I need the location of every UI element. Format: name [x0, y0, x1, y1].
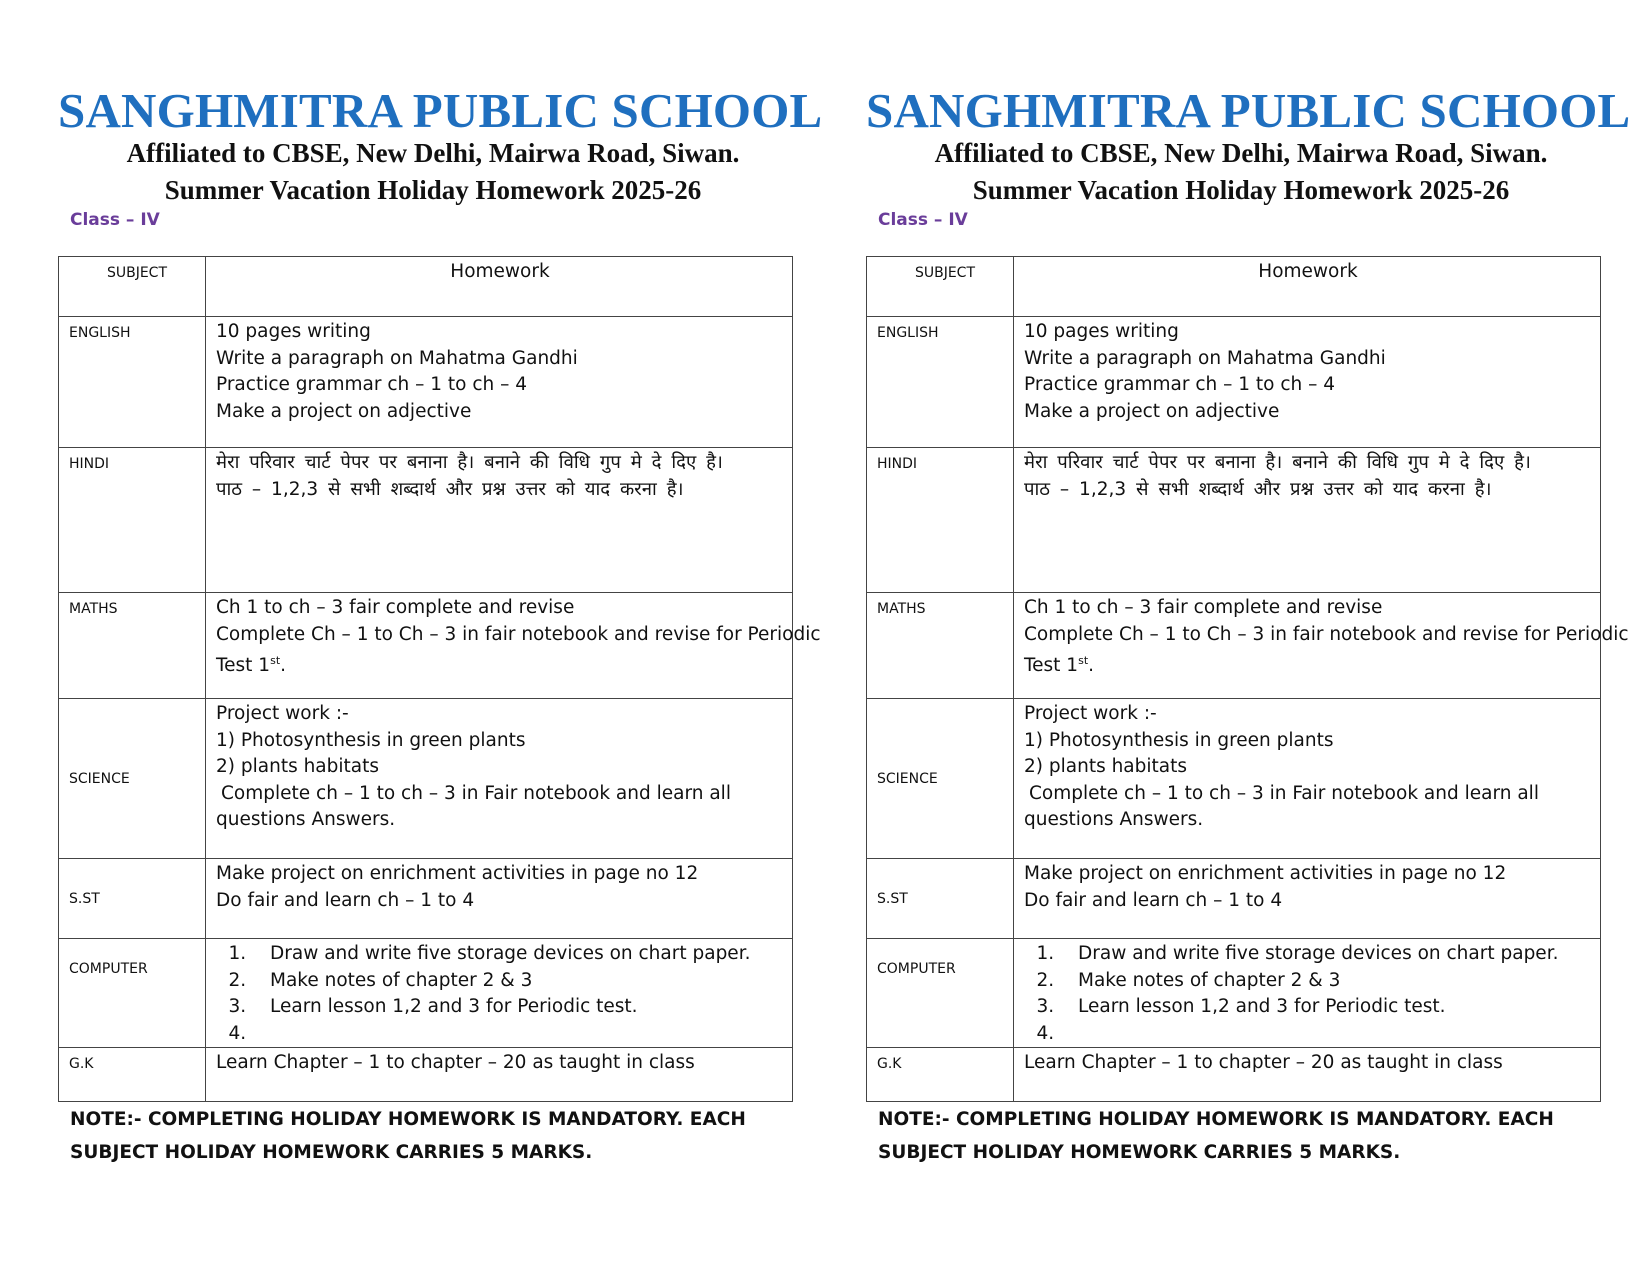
table-row: [867, 317, 1601, 448]
homework-table: [866, 256, 1629, 1102]
subject-cell: ENGLISH: [867, 317, 1014, 448]
class-label: Class – IV: [70, 210, 160, 230]
table-header-row: [59, 257, 793, 317]
homework-cell: [1014, 1048, 1601, 1102]
homework-cell: [1014, 593, 1629, 699]
homework-line: Complete Ch – 1 to Ch – 3 in fair notebook and revise for Periodic: [216, 623, 821, 645]
table-row: [867, 448, 1601, 593]
subject-cell: HINDI: [59, 448, 206, 593]
homework-cell: [1014, 317, 1601, 448]
subject-cell: G.K: [867, 1048, 1014, 1102]
subject-cell: ENGLISH: [59, 317, 206, 448]
homework-line: Complete ch – 1 to ch – 3 in Fair notebook and learn all: [221, 782, 731, 804]
homework-line: 10 pages writing: [216, 321, 371, 342]
list-item: 1. Draw and write five storage devices on chart paper.: [1060, 941, 1592, 968]
table-row: [59, 448, 793, 593]
homework-cell: [206, 939, 793, 1048]
subject-cell: S.ST: [867, 859, 1014, 939]
mandatory-note: [70, 1103, 800, 1169]
homework-line: Make a project on adjective: [216, 400, 472, 422]
school-name: SANGHMITRA PUBLIC SCHOOL: [58, 83, 823, 138]
homework-line: Project work :-: [1024, 703, 1157, 724]
homework-line: 1) Photosynthesis in green plants: [216, 729, 526, 751]
computer-task-list: [1024, 941, 1592, 1047]
homework-line: Project work :-: [216, 703, 349, 724]
list-item: 3. Learn lesson 1,2 and 3 for Periodic test.: [1060, 994, 1592, 1021]
note-line: SUBJECT HOLIDAY HOMEWORK CARRIES 5 MARKS.: [878, 1142, 1401, 1163]
subject-cell: HINDI: [867, 448, 1014, 593]
homework-line: Make project on enrichment activities in page no 12: [1024, 863, 1507, 884]
affiliation-line: Affiliated to CBSE, New Delhi, Mairwa Road, Siwan.: [934, 138, 1548, 168]
table-row: [867, 1048, 1601, 1102]
table-row: [867, 859, 1601, 939]
note-line: NOTE:- COMPLETING HOLIDAY HOMEWORK IS MANDATORY. EACH: [878, 1109, 1554, 1130]
subject-cell: G.K: [59, 1048, 206, 1102]
homework-line: 1) Photosynthesis in green plants: [1024, 729, 1334, 751]
mandatory-note: [878, 1103, 1608, 1169]
subject-cell: MATHS: [59, 593, 206, 699]
subject-cell: MATHS: [867, 593, 1014, 699]
school-name: SANGHMITRA PUBLIC SCHOOL: [866, 83, 1631, 138]
subject-column-header: SUBJECT: [867, 257, 1014, 317]
homework-line: Do fair and learn ch – 1 to 4: [216, 889, 475, 911]
homework-line: Make a project on adjective: [1024, 400, 1280, 422]
affiliation-line: Affiliated to CBSE, New Delhi, Mairwa Road, Siwan.: [126, 138, 740, 168]
homework-sheet-left: [58, 0, 838, 1275]
homework-line: questions Answers.: [1024, 809, 1204, 830]
table-header-row: [867, 257, 1601, 317]
homework-cell: [1014, 699, 1601, 859]
homework-line: Learn Chapter – 1 to chapter – 20 as taught in class: [216, 1052, 695, 1073]
homework-cell: [1014, 859, 1601, 939]
homework-column-header: Homework: [1014, 257, 1601, 317]
homework-line: Ch 1 to ch – 3 fair complete and revise: [1024, 597, 1383, 618]
homework-cell: [206, 448, 793, 593]
list-item: [252, 1021, 784, 1048]
homework-line: 10 pages writing: [1024, 321, 1179, 342]
homework-cell: [206, 317, 793, 448]
homework-line: 2) plants habitats: [1024, 756, 1188, 777]
homework-line: Complete Ch – 1 to Ch – 3 in fair notebook and revise for Periodic: [1024, 623, 1629, 645]
homework-line: Write a paragraph on Mahatma Gandhi: [216, 347, 578, 369]
homework-line: पाठ – 1,2,3 से सभी शब्दार्थ और प्रश्न उत्तर को याद करना है।: [216, 478, 684, 500]
table-row: [59, 859, 793, 939]
subject-cell: SCIENCE: [59, 699, 206, 859]
subject-cell: COMPUTER: [867, 939, 1014, 1048]
list-item: 1. Draw and write five storage devices on chart paper.: [252, 941, 784, 968]
homework-table: [58, 256, 821, 1102]
homework-cell: [206, 859, 793, 939]
homework-line: Ch 1 to ch – 3 fair complete and revise: [216, 597, 575, 618]
homework-line: मेरा परिवार चार्ट पेपर पर बनाना है। बनाने की विधि गुप मे दे दिए है।: [216, 452, 723, 473]
table-row: [59, 593, 793, 699]
list-item: 2. Make notes of chapter 2 & 3: [252, 968, 784, 995]
homework-line: 2) plants habitats: [216, 756, 380, 777]
subject-cell: S.ST: [59, 859, 206, 939]
homework-sheet-right: [866, 0, 1646, 1275]
homework-line: Do fair and learn ch – 1 to 4: [1024, 889, 1283, 911]
homework-line: Learn Chapter – 1 to chapter – 20 as taught in class: [1024, 1052, 1503, 1073]
homework-line: पाठ – 1,2,3 से सभी शब्दार्थ और प्रश्न उत्तर को याद करना है।: [1024, 478, 1492, 500]
table-row: [59, 939, 793, 1048]
note-line: NOTE:- COMPLETING HOLIDAY HOMEWORK IS MANDATORY. EACH: [70, 1109, 746, 1130]
table-row: [59, 317, 793, 448]
note-line: SUBJECT HOLIDAY HOMEWORK CARRIES 5 MARKS.: [70, 1142, 593, 1163]
homework-line: Make project on enrichment activities in page no 12: [216, 863, 699, 884]
table-row: [867, 939, 1601, 1048]
homework-line: Practice grammar ch – 1 to ch – 4: [1024, 374, 1336, 395]
homework-column-header: Homework: [206, 257, 793, 317]
homework-cell: [1014, 939, 1601, 1048]
list-item: [1060, 1021, 1592, 1048]
homework-line: Complete ch – 1 to ch – 3 in Fair notebook and learn all: [1029, 782, 1539, 804]
homework-line: Write a paragraph on Mahatma Gandhi: [1024, 347, 1386, 369]
table-row: [867, 593, 1601, 699]
homework-line: Test 1st.: [216, 654, 287, 677]
homework-cell: [206, 593, 821, 699]
table-row: [59, 1048, 793, 1102]
homework-line: Test 1st.: [1024, 654, 1095, 677]
homework-title: Summer Vacation Holiday Homework 2025-26: [972, 175, 1510, 205]
homework-line: मेरा परिवार चार्ट पेपर पर बनाना है। बनाने की विधि गुप मे दे दिए है।: [1024, 452, 1531, 473]
homework-cell: [1014, 448, 1601, 593]
computer-task-list: [216, 941, 784, 1047]
list-item: 3. Learn lesson 1,2 and 3 for Periodic test.: [252, 994, 784, 1021]
homework-line: Practice grammar ch – 1 to ch – 4: [216, 374, 528, 395]
subject-cell: COMPUTER: [59, 939, 206, 1048]
homework-line: questions Answers.: [216, 809, 396, 830]
homework-cell: [206, 1048, 793, 1102]
subject-column-header: SUBJECT: [59, 257, 206, 317]
homework-title: Summer Vacation Holiday Homework 2025-26: [164, 175, 702, 205]
table-row: [867, 699, 1601, 859]
list-item: 2. Make notes of chapter 2 & 3: [1060, 968, 1592, 995]
table-row: [59, 699, 793, 859]
homework-cell: [206, 699, 793, 859]
subject-cell: SCIENCE: [867, 699, 1014, 859]
class-label: Class – IV: [878, 210, 968, 230]
